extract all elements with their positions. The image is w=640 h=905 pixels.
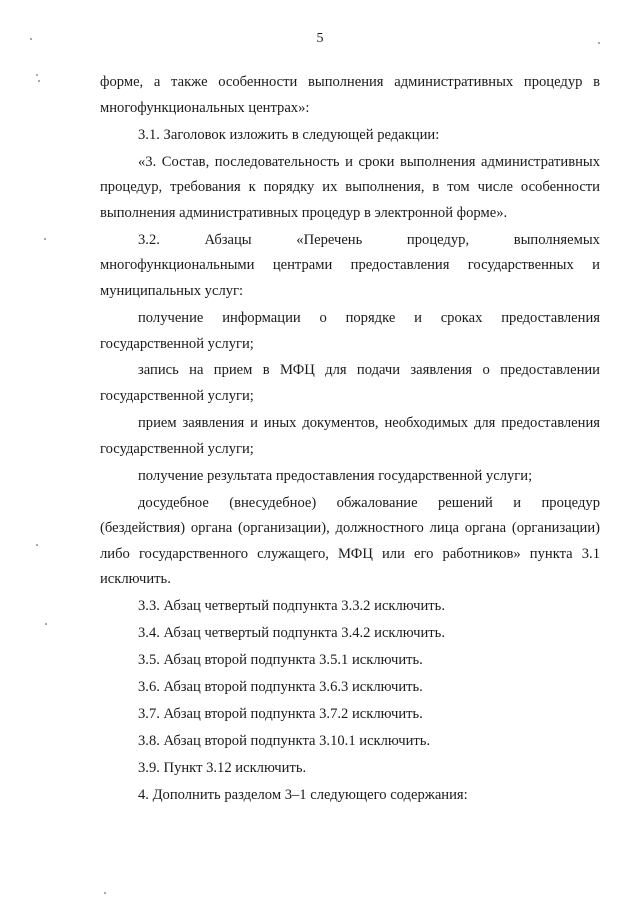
paragraph-line: прием заявления и иных документов, необходимых для предоставления (138, 415, 600, 432)
paragraph-line: муниципальных услуг: (100, 282, 244, 299)
paragraph-line: досудебное (внесудебное) обжалование решений и процедур (138, 494, 600, 511)
word: выполняемых (513, 231, 600, 248)
paragraph-line: (бездействия) органа (организации), должностного лица органа (организации) (100, 520, 600, 537)
paragraph: процедур, требования к порядку их выполнения, в том числе особенности выполнения административных процедур в электронной форме». (100, 179, 600, 221)
list-item: 3.9. Пункт 3.12 исключить. (138, 760, 307, 777)
word: Абзацы (204, 231, 252, 248)
word: 3.2. (138, 231, 160, 248)
scan-speck (598, 42, 600, 44)
paragraph-line: получение информации о порядке и сроках предоставления (138, 309, 600, 326)
paragraph-line: государственной услуги; (100, 440, 254, 457)
paragraph-line (100, 253, 600, 279)
paragraph-line: исключить. (100, 571, 171, 588)
scan-speck (30, 38, 32, 40)
paragraph-line (100, 228, 600, 254)
scan-speck (45, 623, 47, 625)
word: государственных (467, 257, 574, 274)
scan-speck (36, 544, 38, 546)
list-item: 3.8. Абзац второй подпункта 3.10.1 исключить. (138, 733, 431, 750)
paragraph: 3.1. Заголовок изложить в следующей редакции: (138, 126, 440, 143)
list-item: 3.3. Абзац четвертый подпункта 3.3.2 исключить. (138, 598, 445, 615)
paragraph-line: запись на прием в МФЦ для подачи заявления о предоставлении (138, 362, 600, 379)
paragraph: получение результата предоставления государственной услуги; (138, 467, 533, 484)
paragraph-line: государственной услуги; (100, 335, 254, 352)
list-item: 3.4. Абзац четвертый подпункта 3.4.2 исключить. (138, 625, 445, 642)
list-item: 3.7. Абзац второй подпункта 3.7.2 исключить. (138, 706, 423, 723)
word: многофункциональными (100, 257, 255, 274)
list-item: 3.5. Абзац второй подпункта 3.5.1 исключить. (138, 652, 423, 669)
document-body (100, 70, 600, 809)
list-item: 4. Дополнить разделом 3–1 следующего содержания: (138, 787, 468, 804)
scan-speck (44, 238, 46, 240)
scan-speck (36, 74, 38, 76)
paragraph-line: многофункциональных центрах»: (100, 99, 310, 116)
paragraph-line: государственной услуги; (100, 388, 254, 405)
word: процедур, (406, 231, 470, 248)
paragraph-line: либо государственного служащего, МФЦ или его работников» пункта 3.1 (100, 545, 600, 562)
word: и (592, 257, 600, 274)
list-item: 3.6. Абзац второй подпункта 3.6.3 исключить. (138, 679, 423, 696)
scan-speck (104, 892, 106, 894)
word: центрами (272, 257, 333, 274)
paragraph-line: «3. Состав, последовательность и сроки выполнения административных (138, 153, 600, 170)
scan-speck (38, 80, 40, 82)
word: «Перечень (296, 231, 363, 248)
paragraph-line: форме, а также особенности выполнения административных процедур в (100, 74, 600, 90)
page-number: 5 (316, 31, 324, 46)
word: предоставления (350, 257, 450, 274)
